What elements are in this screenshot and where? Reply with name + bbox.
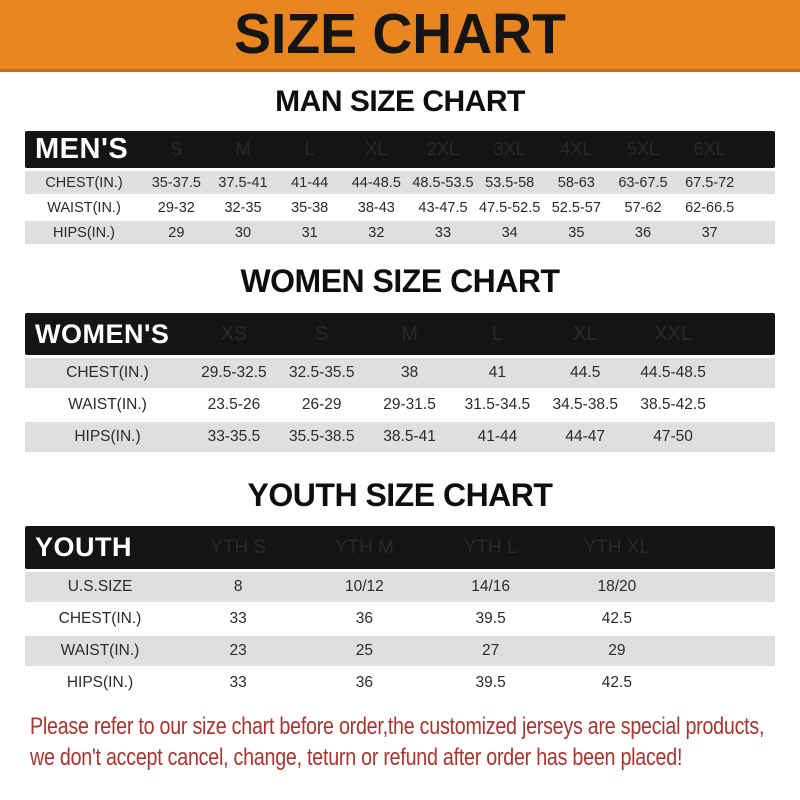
table-row [25,358,775,388]
row-label: WAIST(IN.) [68,396,147,413]
cell-value: 32.5-35.5 [288,364,355,381]
row-label: HIPS(IN.) [66,674,134,691]
cell-value: 34 [501,224,518,241]
banner [0,0,800,72]
column-header: S [170,139,183,159]
column-header: YTH L [463,536,518,558]
women-section [0,263,800,452]
cell-value: 41 [488,364,507,381]
cell-value: 44.5-48.5 [640,364,706,381]
cell-value: 63-67.5 [618,174,668,191]
column-header: M [235,139,251,159]
cell-value: 36 [355,674,373,691]
cell-value: 44-47 [565,428,606,445]
cell-value: 31.5-34.5 [464,396,531,413]
column-header: 2XL [426,139,459,159]
cell-value: 25 [355,642,373,659]
cell-value: 39.5 [475,610,506,627]
cell-value: 18/20 [597,578,637,595]
column-header: XS [220,322,248,345]
cell-value: 37.5-41 [218,174,268,191]
disclaimer-line-1: Please refer to our size chart before order,the customized jerseys are special products, [30,713,765,740]
row-label: CHEST(IN.) [45,174,123,191]
table-header-row [25,526,775,569]
row-label: HIPS(IN.) [52,224,116,241]
men-size-table [25,131,775,244]
column-header: YTH S [210,536,267,558]
table-title: YOUTH [35,532,132,562]
cell-value: 41-44 [291,174,329,191]
cell-value: 52.5-57 [551,199,601,216]
row-label: U.S.SIZE [67,578,133,595]
table-header-row [25,131,775,168]
table-title: WOMEN'S [35,318,170,349]
cell-value: 38-43 [357,199,395,216]
youth-size-table [25,526,775,698]
column-header: S [315,322,329,345]
table-row [25,221,775,244]
column-header: M [401,322,418,345]
cell-value: 43-47.5 [418,199,468,216]
cell-value: 30 [234,224,252,241]
youth-section [0,477,800,698]
table-row [25,636,775,666]
cell-value: 31 [301,224,318,241]
cell-value: 35-37.5 [151,174,201,191]
table-row [25,668,775,698]
cell-value: 58-63 [557,174,595,191]
cell-value: 32-35 [224,199,262,216]
table-row [25,572,775,602]
row-label: WAIST(IN.) [60,642,140,659]
table-row [25,171,775,194]
cell-value: 29 [608,642,626,659]
row-label: HIPS(IN.) [74,428,141,445]
table-row [25,422,775,452]
disclaimer-line-2: we don't accept cancel, change, teturn or refund after order has been placed! [30,744,683,771]
cell-value: 57-62 [624,199,662,216]
column-header: 5XL [626,139,659,159]
column-header: XL [573,322,598,345]
cell-value: 33 [229,674,247,691]
column-header: 3XL [493,139,526,159]
cell-value: 32 [368,224,385,241]
cell-value: 42.5 [601,610,632,627]
cell-value: 35 [568,224,585,241]
cell-value: 10/12 [344,578,384,595]
cell-value: 35-38 [291,199,329,216]
cell-value: 36 [355,610,373,627]
cell-value: 34.5-38.5 [552,396,618,413]
cell-value: 14/16 [471,578,511,595]
cell-value: 39.5 [475,674,506,691]
cell-value: 36 [634,224,652,241]
cell-value: 29 [168,224,185,241]
table-title: MEN'S [35,133,129,165]
cell-value: 33 [229,610,247,627]
man-heading: MAN SIZE CHART [275,85,525,118]
row-label: WAIST(IN.) [47,199,121,216]
column-header: YTH XL [583,536,651,558]
column-header: L [491,322,503,345]
cell-value: 48.5-53.5 [412,174,474,191]
cell-value: 35.5-38.5 [288,428,355,445]
cell-value: 44-48.5 [351,174,401,191]
row-label: CHEST(IN.) [58,610,142,627]
cell-value: 53.5-58 [485,174,535,191]
table-row [25,196,775,219]
women-size-table [25,313,775,452]
cell-value: 33 [434,224,452,241]
cell-value: 41-44 [477,428,518,445]
column-header: 4XL [560,139,593,159]
cell-value: 62-66.5 [685,199,735,216]
cell-value: 27 [482,642,500,659]
cell-value: 47-50 [653,428,693,445]
man-section [0,85,800,244]
cell-value: 42.5 [601,674,632,691]
column-header: XL [365,139,388,159]
cell-value: 38 [400,364,419,381]
column-header: YTH M [334,536,394,558]
cell-value: 29-32 [157,199,195,216]
cell-value: 38.5-42.5 [640,396,706,413]
cell-value: 29-31.5 [383,396,436,413]
cell-value: 8 [233,578,243,595]
column-header: XXL [654,322,692,345]
women-heading: WOMEN SIZE CHART [240,263,560,299]
column-header: L [304,139,315,159]
table-row [25,604,775,634]
row-label: CHEST(IN.) [66,364,149,381]
cell-value: 67.5-72 [685,174,735,191]
cell-value: 33-35.5 [207,428,261,445]
cell-value: 23.5-26 [207,396,261,413]
table-row [25,390,775,420]
cell-value: 38.5-41 [383,428,436,445]
cell-value: 37 [701,224,718,241]
cell-value: 44.5 [570,364,601,381]
cell-value: 29.5-32.5 [201,364,267,381]
page-title: SIZE CHART [234,2,566,66]
cell-value: 26-29 [301,396,342,413]
cell-value: 47.5-52.5 [479,199,541,216]
table-header-row [25,313,775,355]
cell-value: 23 [229,642,247,659]
column-header: 6XL [693,139,726,159]
youth-heading: YOUTH SIZE CHART [247,477,553,513]
disclaimer [30,711,800,773]
